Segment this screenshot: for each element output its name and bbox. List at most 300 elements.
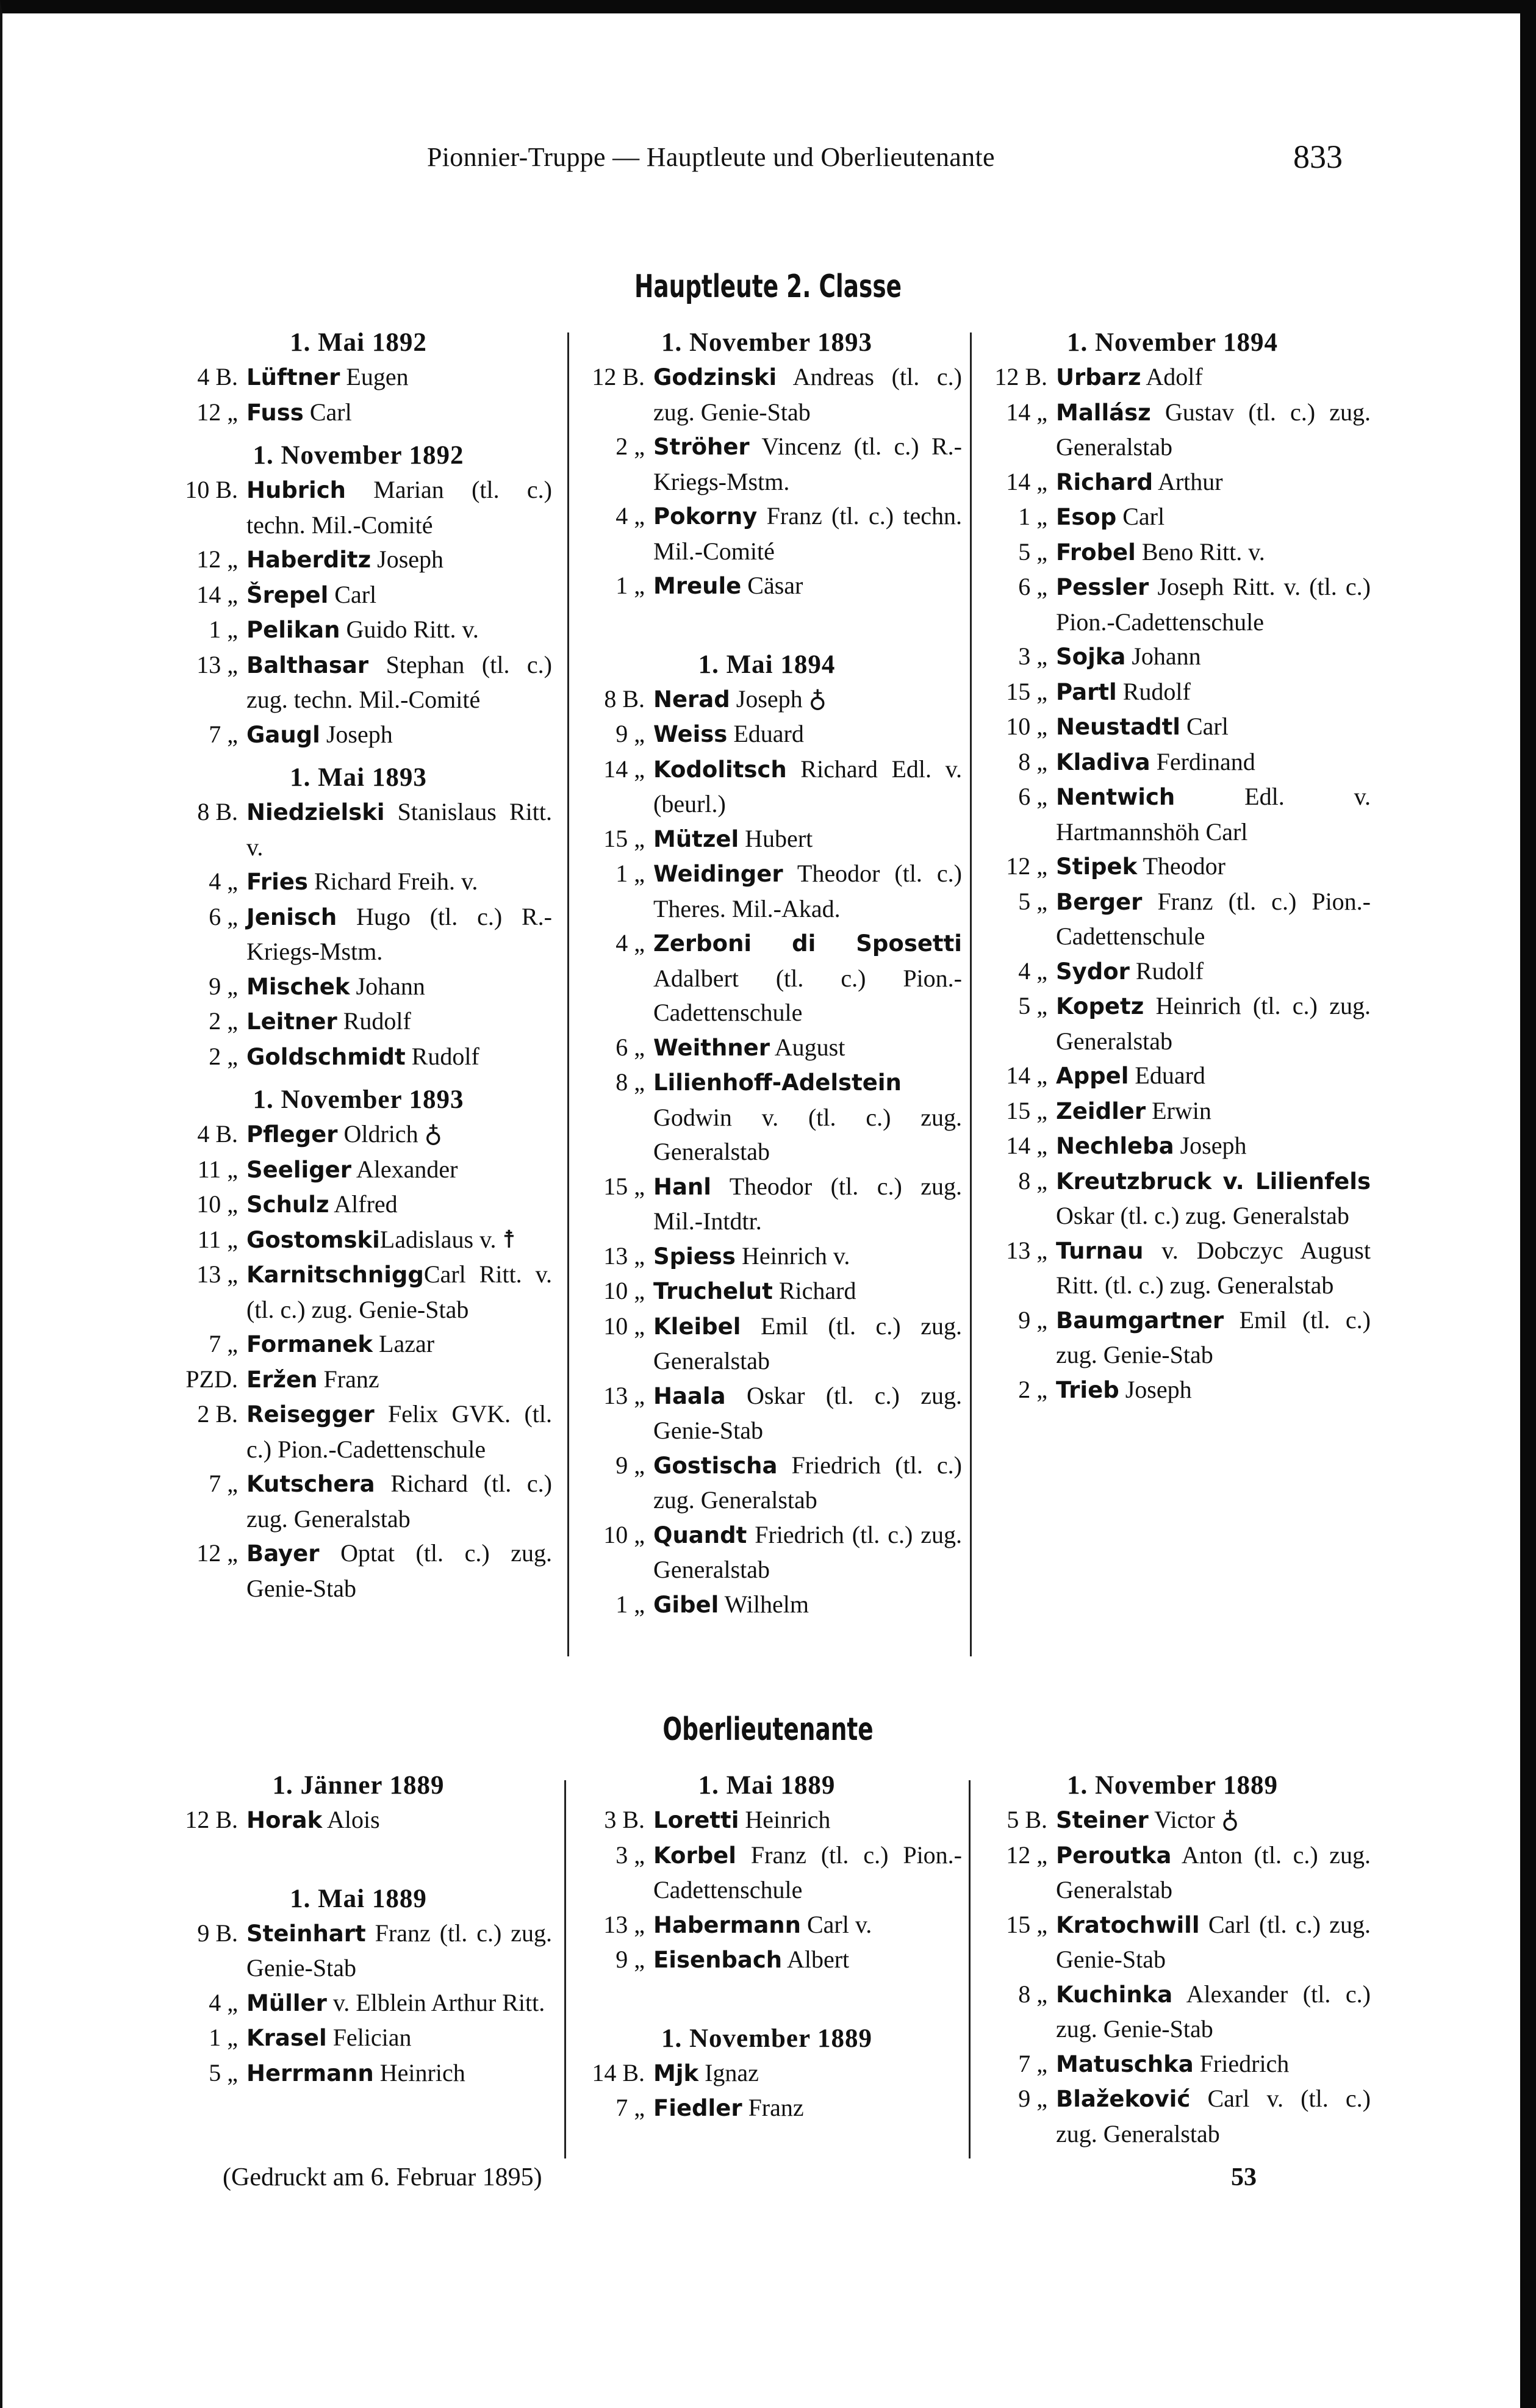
- regiment-number: 9 „: [615, 720, 645, 747]
- officer-entry: [974, 1094, 1371, 1129]
- regiment-number: 8 B.: [604, 685, 645, 713]
- officer-details: Eduard: [727, 720, 804, 747]
- officer-details: Albert: [782, 1946, 850, 1973]
- officer-text: [246, 360, 552, 395]
- page-header: [0, 138, 1536, 184]
- officer-details: Guido Ritt. v.: [340, 616, 479, 643]
- officer-surname: Blažeković: [1056, 2086, 1191, 2112]
- regiment-number: 15 „: [603, 1172, 645, 1200]
- regiment-number: 14 „: [603, 755, 645, 783]
- date-group-heading: 1. November 1893: [253, 1085, 464, 1114]
- officer-entry: [974, 989, 1371, 1058]
- officer-surname: Korbel: [653, 1842, 736, 1869]
- officer-text: [653, 1065, 962, 1170]
- officer-details: Ignaz: [698, 2058, 759, 2086]
- regiment-number: 8 B.: [197, 798, 238, 825]
- officer-details: Carl Ritt. v. (tl. c.) zug. Genie-Stab: [246, 1260, 552, 1323]
- officer-surname: Balthasar: [246, 652, 369, 678]
- column-spacer: [165, 1838, 552, 1874]
- officer-text: [653, 1838, 962, 1908]
- officer-entry: [572, 1943, 962, 1978]
- officer-surname: Richard: [1056, 469, 1154, 495]
- signature-mark: 53: [1231, 2163, 1257, 2191]
- regiment-number: 7 „: [209, 1470, 238, 1497]
- regiment-number: 15 „: [1006, 677, 1047, 705]
- officer-details: Oskar (tl. c.) zug. Genie-Stab: [653, 1381, 962, 1444]
- date-group-heading: 1. Mai 1889: [290, 1884, 427, 1913]
- hauptleute-column-3: [974, 317, 1371, 1407]
- officer-text: [246, 1986, 552, 2021]
- officer-text: [1056, 1908, 1371, 1977]
- officer-text: [246, 795, 552, 864]
- officer-surname: Formanek: [246, 1331, 373, 1357]
- officer-entry: [572, 1065, 962, 1170]
- officer-details: Heinrich (tl. c.) zug. Generalstab: [1056, 992, 1371, 1055]
- officer-details: Franz (tl. c.) Pion.-Cadettenschule: [653, 1841, 962, 1903]
- officer-surname: Pokorny: [653, 503, 758, 530]
- officer-surname: Weiss: [653, 721, 728, 747]
- officer-details: Carl: [328, 580, 377, 608]
- officer-entry: [165, 1467, 552, 1536]
- officer-details: Johann: [1125, 642, 1201, 670]
- regiment-number: 1 „: [1018, 503, 1047, 530]
- officer-text: [246, 2056, 552, 2091]
- officer-entry: [165, 795, 552, 864]
- officer-details: Theodor: [1137, 852, 1226, 880]
- date-group-heading: 1. November 1893: [661, 328, 873, 357]
- officer-surname: Kutschera: [246, 1471, 375, 1497]
- date-group-heading: 1. Mai 1893: [290, 763, 427, 792]
- officer-surname: Godzinski: [653, 364, 777, 390]
- officer-text: [246, 717, 552, 753]
- officer-surname: Sydor: [1056, 958, 1130, 985]
- officer-details: Lazar: [373, 1330, 435, 1357]
- regiment-number: 5 B.: [1007, 1806, 1047, 1833]
- officer-details: Richard Freih. v.: [307, 868, 478, 895]
- officer-text: [653, 682, 962, 717]
- officer-surname: Kleibel: [653, 1313, 741, 1340]
- regiment-number: 1 „: [209, 616, 238, 643]
- officer-details: Joseph: [371, 545, 444, 573]
- officer-surname: Trieb: [1056, 1376, 1119, 1403]
- officer-entry: [572, 1030, 962, 1066]
- column-spacer: [572, 604, 962, 639]
- officer-surname: Nechleba: [1056, 1133, 1174, 1159]
- officer-surname: Reisegger: [246, 1401, 375, 1428]
- officer-entry: [974, 639, 1371, 675]
- regiment-number: 4 „: [209, 868, 238, 895]
- officer-surname: Haala: [653, 1382, 726, 1409]
- officer-text: [653, 926, 962, 1030]
- regiment-number: 4 „: [209, 1988, 238, 2016]
- officer-surname: Kopetz: [1056, 993, 1144, 1019]
- officer-surname: Nerad: [653, 686, 730, 713]
- officer-details: Rudolf: [337, 1007, 411, 1035]
- officer-text: [246, 1803, 552, 1838]
- officer-details: Wilhelm: [719, 1590, 809, 1618]
- regiment-number: 12 B.: [592, 363, 645, 390]
- officer-surname: Fuss: [246, 399, 304, 426]
- officer-text: [1056, 710, 1371, 745]
- regiment-number: 14 B.: [592, 2058, 645, 2086]
- date-group-heading: 1. November 1894: [1066, 328, 1279, 357]
- officer-surname: Mreule: [653, 573, 742, 599]
- regiment-number: 1 „: [209, 2024, 238, 2051]
- officer-entry: [165, 1187, 552, 1223]
- officer-entry: [165, 1152, 552, 1188]
- officer-surname: Eisenbach: [653, 1947, 783, 1973]
- regiment-number: 9 „: [209, 972, 238, 1000]
- officer-details: Joseph ♁: [730, 685, 827, 713]
- regiment-number: 9 „: [1018, 1306, 1047, 1334]
- officer-text: [653, 1030, 962, 1066]
- regiment-number: 4 „: [1018, 957, 1047, 985]
- officer-entry: [974, 885, 1371, 954]
- officer-details: Friedrich (tl. c.) zug. Generalstab: [653, 1451, 962, 1514]
- officer-entry: [974, 2047, 1371, 2082]
- regiment-number: 7 „: [209, 1330, 238, 1357]
- officer-details: Adalbert (tl. c.) Pion.-Cadettenschule: [653, 964, 962, 1026]
- regiment-number: 8 „: [1018, 1166, 1047, 1195]
- officer-surname: Zeidler: [1056, 1098, 1146, 1124]
- officer-entry: [974, 1234, 1371, 1303]
- officer-entry: [165, 717, 552, 753]
- officer-text: [653, 857, 962, 926]
- officer-surname: Krasel: [246, 2025, 327, 2051]
- officer-surname: Peroutka: [1056, 1842, 1172, 1869]
- oberlieutenante-column-3: [974, 1760, 1371, 2151]
- officer-surname: Baumgartner: [1056, 1307, 1224, 1334]
- regiment-number: 6 „: [1018, 783, 1047, 810]
- officer-details: Oldrich ♁: [337, 1120, 442, 1148]
- officer-surname: Fries: [246, 869, 308, 895]
- hauptleute-column-1: [165, 317, 552, 1606]
- officer-text: [1056, 1977, 1371, 2047]
- column-divider: [564, 1780, 566, 2158]
- officer-entry: [165, 1004, 552, 1040]
- officer-entry: [165, 1040, 552, 1075]
- officer-surname: Loretti: [653, 1807, 739, 1833]
- regiment-number: 2 „: [615, 433, 645, 460]
- officer-entry: [572, 1448, 962, 1518]
- regiment-number: 5 „: [209, 2058, 238, 2086]
- officer-text: [246, 1187, 552, 1223]
- officer-entry: [974, 954, 1371, 990]
- column-divider: [969, 1780, 971, 2158]
- regiment-number: 10 „: [603, 1277, 645, 1304]
- regiment-number: 5 „: [1018, 537, 1047, 566]
- officer-details: Joseph: [1119, 1375, 1192, 1403]
- officer-surname: Bayer: [246, 1540, 320, 1567]
- regiment-number: 12 B.: [994, 363, 1047, 390]
- regiment-number: 13 „: [1006, 1236, 1047, 1264]
- officer-entry: [165, 2056, 552, 2091]
- officer-details: Anton (tl. c.) zug. Generalstab: [1056, 1841, 1371, 1903]
- officer-text: [1056, 2082, 1371, 2151]
- regiment-number: 14 „: [1006, 467, 1047, 495]
- officer-entry: [974, 1303, 1371, 1373]
- regiment-number: 6 „: [209, 902, 238, 930]
- officer-text: [1056, 1164, 1371, 1234]
- officer-details: Richard Edl. v. (beurl.): [653, 755, 962, 818]
- officer-entry: [165, 360, 552, 395]
- officer-details: Richard: [772, 1277, 856, 1304]
- officer-details: Adolf: [1141, 363, 1203, 390]
- regiment-number: 8 „: [615, 1068, 645, 1096]
- regiment-number: 1 „: [615, 1590, 645, 1618]
- officer-surname: Gostomski: [246, 1226, 380, 1253]
- officer-details: Heinrich: [739, 1806, 831, 1833]
- column-divider: [567, 332, 569, 1656]
- officer-text: [1056, 395, 1371, 465]
- officer-details: Alois: [322, 1806, 380, 1833]
- officer-details: Theodor (tl. c.) zug. Mil.-Intdtr.: [653, 1172, 962, 1235]
- officer-text: [246, 395, 552, 431]
- officer-text: [246, 1040, 552, 1075]
- officer-details: Alfred: [329, 1190, 398, 1218]
- regiment-number: 5 „: [1018, 992, 1047, 1019]
- officer-details: Hubert: [739, 824, 813, 852]
- running-title: Pionnier-Truppe — Hauptleute und Oberlieutenante: [427, 142, 995, 172]
- officer-details: Carl: [1180, 713, 1229, 740]
- oberlieutenante-column-2: [572, 1760, 962, 2126]
- officer-entry: [165, 1803, 552, 1838]
- regiment-number: 10 B.: [185, 476, 238, 503]
- officer-entry: [572, 1587, 962, 1623]
- officer-entry: [165, 1916, 552, 1986]
- officer-details: Emil (tl. c.) zug. Generalstab: [653, 1312, 962, 1375]
- officer-text: [653, 1274, 962, 1309]
- regiment-number: 10 „: [1006, 713, 1047, 740]
- officer-surname: Truchelut: [653, 1278, 773, 1304]
- officer-entry: [974, 500, 1371, 535]
- officer-entry: [974, 710, 1371, 745]
- regiment-number: 7 „: [615, 2094, 645, 2121]
- officer-text: [1056, 989, 1371, 1058]
- officer-details: Oskar (tl. c.) zug. Generalstab: [1056, 1202, 1349, 1229]
- regiment-number: 13 „: [196, 650, 238, 678]
- officer-entry: [165, 1536, 552, 1606]
- officer-text: [246, 1152, 552, 1188]
- regiment-number: 12 „: [1006, 1841, 1047, 1869]
- officer-text: [1056, 639, 1371, 675]
- officer-details: v. Elblein Arthur Ritt.: [326, 1988, 545, 2016]
- officer-entry: [572, 429, 962, 499]
- regiment-number: 2 „: [209, 1042, 238, 1070]
- officer-details: Theodor (tl. c.) Theres. Mil.-Akad.: [653, 860, 962, 922]
- officer-surname: Weithner: [653, 1034, 770, 1061]
- officer-text: [246, 1327, 552, 1362]
- officer-surname: Fiedler: [653, 2095, 742, 2121]
- officer-surname: Hubrich: [246, 477, 346, 503]
- regiment-number: 7 „: [1018, 2049, 1047, 2077]
- officer-details: Optat (tl. c.) zug. Genie-Stab: [246, 1539, 552, 1602]
- officer-surname: Kratochwill: [1056, 1911, 1200, 1938]
- regiment-number: 4 B.: [197, 1120, 238, 1148]
- date-group-heading: 1. Mai 1889: [698, 1771, 836, 1800]
- officer-text: [246, 542, 552, 578]
- officer-entry: [572, 1309, 962, 1379]
- officer-entry: [572, 1518, 962, 1587]
- officer-entry: [572, 857, 962, 926]
- officer-text: [246, 1004, 552, 1040]
- officer-entry: [165, 900, 552, 969]
- officer-text: [653, 1518, 962, 1587]
- officer-entry: [974, 1164, 1371, 1234]
- officer-details: Arthur: [1153, 467, 1223, 495]
- officer-text: [1056, 1129, 1371, 1164]
- officer-details: Rudolf: [1129, 957, 1204, 985]
- regiment-number: 1 „: [615, 860, 645, 887]
- officer-surname: Berger: [1056, 888, 1143, 915]
- officer-details: Franz (tl. c.) zug. Genie-Stab: [246, 1919, 552, 1982]
- officer-entry: [974, 570, 1371, 639]
- officer-details: Stanislaus Ritt. v.: [246, 798, 552, 861]
- officer-surname: Niedzielski: [246, 799, 385, 825]
- officer-surname: Pfleger: [246, 1121, 338, 1148]
- officer-entry: [572, 360, 962, 429]
- officer-text: [246, 2021, 552, 2056]
- officer-entry: [165, 578, 552, 613]
- officer-details: Felician: [326, 2024, 412, 2051]
- officer-entry: [974, 1373, 1371, 1408]
- regiment-number: 12 B.: [185, 1806, 238, 1833]
- column-spacer: [572, 1978, 962, 2013]
- officer-surname: Karnitschnigg: [246, 1262, 424, 1288]
- officer-text: [653, 499, 962, 569]
- regiment-number: 9 „: [615, 1451, 645, 1479]
- officer-text: [1056, 780, 1371, 849]
- officer-entry: [572, 1908, 962, 1943]
- officer-surname: Pelikan: [246, 617, 340, 643]
- officer-details: Beno Ritt. v.: [1135, 537, 1265, 566]
- date-group-heading: 1. Jänner 1889: [272, 1771, 445, 1800]
- page-number: 833: [1293, 138, 1343, 175]
- officer-entry: [974, 360, 1371, 395]
- officer-surname: Appel: [1056, 1063, 1129, 1089]
- regiment-number: 15 „: [1006, 1910, 1047, 1938]
- officer-surname: Kodolitsch: [653, 756, 787, 783]
- regiment-number: 14 „: [1006, 398, 1047, 426]
- date-group-heading: 1. Mai 1894: [698, 650, 836, 679]
- officer-entry: [974, 849, 1371, 885]
- regiment-number: 13 „: [196, 1260, 238, 1288]
- officer-text: [246, 578, 552, 613]
- regiment-number: 11 „: [197, 1225, 238, 1253]
- officer-entry: [165, 1223, 552, 1258]
- officer-text: [653, 429, 962, 499]
- officer-entry: [974, 1058, 1371, 1094]
- officer-details: Eugen: [340, 363, 409, 390]
- officer-details: Carl (tl. c.) zug. Genie-Stab: [1056, 1910, 1371, 1973]
- officer-surname: Stipek: [1056, 854, 1138, 880]
- officer-details: Carl v.: [800, 1910, 872, 1938]
- officer-entry: [974, 465, 1371, 500]
- date-group-heading: 1. Mai 1892: [290, 328, 427, 357]
- officer-details: Ferdinand: [1150, 747, 1255, 775]
- officer-text: [246, 864, 552, 900]
- officer-entry: [974, 1803, 1371, 1838]
- officer-surname: Quandt: [653, 1522, 747, 1548]
- officer-surname: Šrepel: [246, 581, 329, 608]
- regiment-number: 10 „: [196, 1190, 238, 1218]
- date-group-heading: 1. November 1889: [661, 2024, 873, 2053]
- officer-text: [246, 473, 552, 542]
- officer-surname: Mischek: [246, 973, 350, 1000]
- regiment-number: 1 „: [615, 572, 645, 599]
- officer-details: Heinrich: [373, 2058, 465, 2086]
- officer-text: [653, 1803, 962, 1838]
- officer-details: Rudolf: [405, 1042, 479, 1070]
- officer-surname: Turnau: [1056, 1237, 1144, 1264]
- officer-entry: [165, 1362, 552, 1398]
- officer-entry: [165, 864, 552, 900]
- officer-surname: Nentwich: [1056, 784, 1175, 810]
- officer-entry: [572, 569, 962, 604]
- officer-entry: [572, 1803, 962, 1838]
- regiment-number: PZD.: [185, 1365, 238, 1393]
- officer-details: Friedrich (tl. c.) zug. Generalstab: [653, 1520, 962, 1583]
- officer-text: [1056, 2047, 1371, 2082]
- officer-surname: Zerboni di Sposetti: [653, 930, 962, 957]
- officer-text: [246, 900, 552, 969]
- officer-details: Alexander (tl. c.) zug. Genie-Stab: [1056, 1980, 1371, 2043]
- date-group-heading: 1. November 1892: [253, 441, 464, 470]
- officer-details: Felix GVK. (tl. c.) Pion.-Cadettenschule: [246, 1400, 552, 1463]
- regiment-number: 9 „: [1018, 2085, 1047, 2112]
- officer-details: Franz (tl. c.) Pion.-Cadettenschule: [1056, 887, 1371, 950]
- officer-details: v. Dobczyc August Ritt. (tl. c.) zug. Generalstab: [1056, 1236, 1371, 1299]
- officer-text: [246, 613, 552, 648]
- section-title-hauptleute: Hauptleute 2. Classe: [634, 268, 902, 305]
- officer-text: [246, 1536, 552, 1606]
- officer-details: Godwin v. (tl. c.) zug. Generalstab: [653, 1103, 962, 1165]
- print-date-note: (Gedruckt am 6. Februar 1895): [223, 2163, 542, 2191]
- officer-details: Rudolf: [1116, 677, 1191, 705]
- regiment-number: 14 „: [196, 580, 238, 608]
- officer-surname: Mjk: [653, 2060, 699, 2086]
- officer-text: [1056, 849, 1371, 885]
- officer-details: Eduard: [1129, 1062, 1205, 1089]
- officer-details: Stephan (tl. c.) zug. techn. Mil.-Comité: [246, 650, 552, 713]
- officer-surname: Hanl: [653, 1173, 711, 1200]
- officer-surname: Schulz: [246, 1191, 329, 1218]
- officer-details: Carl v. (tl. c.) zug. Generalstab: [1056, 2085, 1371, 2147]
- officer-surname: Mallász: [1056, 399, 1151, 426]
- regiment-number: 2 „: [1018, 1375, 1047, 1403]
- officer-entry: [165, 648, 552, 717]
- regiment-number: 4 „: [615, 502, 645, 530]
- officer-entry: [165, 542, 552, 578]
- officer-surname: Neustadtl: [1056, 714, 1180, 740]
- officer-surname: Haberditz: [246, 547, 371, 573]
- officer-surname: Spiess: [653, 1243, 736, 1270]
- officer-text: [653, 1309, 962, 1379]
- officer-text: [1056, 1303, 1371, 1373]
- officer-entry: [165, 613, 552, 648]
- officer-entry: [974, 745, 1371, 780]
- officer-details: Victor ♁: [1148, 1806, 1240, 1833]
- officer-text: [653, 822, 962, 857]
- officer-surname: Kladiva: [1056, 749, 1150, 775]
- officer-details: Franz: [742, 2094, 804, 2121]
- regiment-number: 9 „: [615, 1946, 645, 1973]
- officer-entry: [572, 926, 962, 1030]
- officer-surname: Matuschka: [1056, 2050, 1194, 2077]
- regiment-number: 15 „: [1006, 1096, 1047, 1124]
- regiment-number: 14 „: [1006, 1132, 1047, 1159]
- officer-text: [246, 969, 552, 1005]
